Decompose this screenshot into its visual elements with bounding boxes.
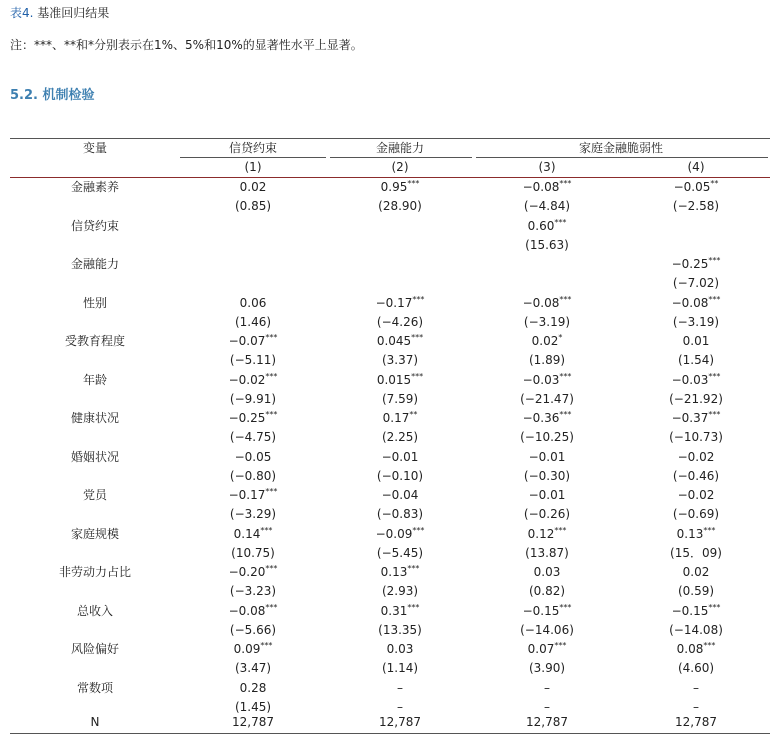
variable-name: 家庭规模 (70, 527, 120, 541)
coefficient-cell (683, 334, 710, 348)
significance-stars: ** (409, 410, 418, 419)
significance-stars: *** (265, 564, 278, 573)
t-statistic: (−0.46) (672, 469, 720, 483)
coefficient-value: 0.03 (533, 565, 561, 579)
coefficient-cell (523, 411, 572, 425)
coefficient-value: −0.01 (528, 450, 566, 464)
coefficient-value: −0.04 (381, 488, 419, 502)
coefficient-value: 0.03 (386, 642, 414, 656)
significance-stars: *** (412, 295, 425, 304)
t-statistic: (1.14) (381, 661, 419, 675)
coefficient-cell (523, 604, 572, 618)
t-statistic: (−5.66) (229, 623, 277, 637)
t-statistic: (−0.80) (229, 469, 277, 483)
coefficient-cell (240, 180, 267, 194)
coefficient-cell (376, 527, 425, 541)
coefficient-cell (534, 565, 561, 579)
coefficient-value: −0.03 (522, 373, 560, 387)
variable-name: 总收入 (76, 604, 114, 618)
t-statistic: (−3.19) (672, 315, 720, 329)
coefficient-value: 0.60 (527, 219, 555, 233)
t-statistic: (1.46) (234, 315, 272, 329)
significance-stars: *** (407, 179, 420, 188)
coefficient-value: 0.12 (527, 527, 555, 541)
t-statistic: (1.45) (234, 700, 272, 714)
group-header: 家庭金融脆弱性 (578, 141, 664, 155)
coefficient-cell (528, 219, 567, 233)
coefficient-value: −0.17 (375, 296, 413, 310)
coefficient-value: −0.02 (677, 488, 715, 502)
coefficient-value: −0.02 (228, 373, 266, 387)
variable-name: 性别 (82, 296, 108, 310)
significance-stars: *** (260, 641, 273, 650)
coefficient-value: 0.95 (380, 180, 408, 194)
n-value: 12,787 (379, 715, 421, 729)
t-statistic: (−10.73) (669, 430, 723, 444)
coefficient-value: 0.02 (239, 180, 267, 194)
t-statistic: (−0.26) (523, 507, 571, 521)
t-statistic: (1.54) (677, 353, 715, 367)
variable-name: 风险偏好 (70, 642, 120, 656)
coefficient-cell (229, 604, 278, 618)
t-statistic: (10.75) (231, 546, 275, 560)
coefficient-cell (523, 373, 572, 387)
significance-stars: *** (265, 487, 278, 496)
significance-stars: *** (708, 256, 721, 265)
coefficient-cell (693, 681, 699, 695)
n-label: N (90, 715, 100, 729)
significance-note: 注：***、**和*分别表示在1%、5%和10%的显著性水平上显著。 (10, 38, 363, 52)
t-statistic: (−10.25) (520, 430, 574, 444)
coefficient-cell (672, 604, 721, 618)
t-statistic: (3.90) (528, 661, 566, 675)
coefficient-cell (235, 450, 272, 464)
t-statistic: – (693, 700, 699, 714)
significance-stars: *** (260, 526, 273, 535)
significance-stars: *** (703, 641, 716, 650)
coefficient-cell (523, 296, 572, 310)
significance-stars: *** (559, 179, 572, 188)
table-top-rule (10, 138, 770, 139)
coefficient-cell (523, 180, 572, 194)
t-statistic: (−9.91) (229, 392, 277, 406)
coefficient-value: −0.01 (528, 488, 566, 502)
coefficient-value: −0.15 (522, 604, 560, 618)
coefficient-cell (678, 450, 715, 464)
coefficient-value: – (397, 681, 403, 695)
t-statistic: (−14.06) (520, 623, 574, 637)
coefficient-value: 0.02 (531, 334, 559, 348)
significance-stars: *** (265, 410, 278, 419)
significance-stars: *** (265, 372, 278, 381)
coefficient-cell (672, 257, 721, 271)
coefficient-cell (528, 642, 567, 656)
variable-name: 信贷约束 (70, 219, 120, 233)
coefficient-value: −0.01 (381, 450, 419, 464)
coefficient-value: 0.02 (682, 565, 710, 579)
t-statistic: (28.90) (378, 199, 422, 213)
coefficient-cell (229, 334, 278, 348)
significance-stars: * (558, 333, 563, 342)
t-statistic: (3.37) (381, 353, 419, 367)
coefficient-value: −0.02 (677, 450, 715, 464)
significance-stars: *** (708, 295, 721, 304)
coefficient-cell (377, 373, 423, 387)
column-number: (1) (244, 160, 262, 174)
coefficient-value: 0.31 (380, 604, 408, 618)
group-underline (180, 157, 326, 158)
coefficient-cell (377, 334, 423, 348)
coefficient-cell (674, 180, 719, 194)
t-statistic: (−0.69) (672, 507, 720, 521)
coefficient-cell (229, 373, 278, 387)
coefficient-cell (397, 681, 403, 695)
coefficient-value: 0.17 (382, 411, 410, 425)
t-statistic: (−3.29) (229, 507, 277, 521)
significance-stars: *** (265, 603, 278, 612)
table-caption (10, 4, 109, 21)
significance-stars: *** (554, 526, 567, 535)
coefficient-cell (229, 488, 278, 502)
significance-stars: ** (710, 179, 719, 188)
coefficient-cell (677, 642, 716, 656)
coefficient-value: 0.28 (239, 681, 267, 695)
n-value: 12,787 (675, 715, 717, 729)
t-statistic: – (397, 700, 403, 714)
coefficient-cell (382, 450, 419, 464)
coefficient-value: −0.20 (228, 565, 266, 579)
coefficient-cell (672, 373, 721, 387)
group-header: 信贷约束 (228, 141, 278, 155)
variable-name: 金融素养 (70, 180, 120, 194)
variable-name: 金融能力 (70, 257, 120, 271)
coefficient-value: 0.14 (233, 527, 261, 541)
variable-name: 受教育程度 (64, 334, 126, 348)
significance-stars: *** (554, 641, 567, 650)
significance-stars: *** (703, 526, 716, 535)
t-statistic: (−0.30) (523, 469, 571, 483)
significance-stars: *** (407, 603, 420, 612)
n-value: 12,787 (526, 715, 568, 729)
coefficient-cell (529, 450, 566, 464)
t-statistic: (15．09) (670, 546, 722, 560)
significance-stars: *** (708, 372, 721, 381)
coefficient-value: 0.08 (676, 642, 704, 656)
significance-stars: *** (554, 218, 567, 227)
coefficient-value: −0.08 (671, 296, 709, 310)
significance-stars: *** (559, 295, 572, 304)
coefficient-value: −0.15 (671, 604, 709, 618)
table-header-rule (10, 177, 770, 178)
t-statistic: (2.25) (381, 430, 419, 444)
coefficient-cell (382, 488, 419, 502)
column-number: (3) (538, 160, 556, 174)
var-header: 变量 (82, 141, 108, 155)
t-statistic: (−0.10) (376, 469, 424, 483)
t-statistic: (−21.92) (669, 392, 723, 406)
coefficient-cell (229, 565, 278, 579)
coefficient-cell (529, 488, 566, 502)
t-statistic: (−5.11) (229, 353, 277, 367)
coefficient-cell (544, 681, 550, 695)
coefficient-value: −0.08 (522, 180, 560, 194)
group-underline (476, 157, 768, 158)
t-statistic: (−5.45) (376, 546, 424, 560)
coefficient-value: −0.08 (522, 296, 560, 310)
coefficient-value: 0.13 (380, 565, 408, 579)
variable-name: 党员 (82, 488, 108, 502)
t-statistic: – (544, 700, 550, 714)
t-statistic: (0.59) (677, 584, 715, 598)
group-header: 金融能力 (375, 141, 425, 155)
variable-name: 常数项 (76, 681, 114, 695)
column-number: (4) (687, 160, 705, 174)
group-underline (330, 157, 472, 158)
coefficient-value: 0.045 (376, 334, 412, 348)
coefficient-cell (678, 488, 715, 502)
coefficient-value: −0.37 (671, 411, 709, 425)
coefficient-cell (381, 604, 420, 618)
coefficient-value: −0.25 (671, 257, 709, 271)
significance-stars: *** (265, 333, 278, 342)
coefficient-cell (677, 527, 716, 541)
significance-stars: *** (708, 410, 721, 419)
column-number: (2) (391, 160, 409, 174)
coefficient-value: −0.36 (522, 411, 560, 425)
n-value: 12,787 (232, 715, 274, 729)
t-statistic: (−7.02) (672, 276, 720, 290)
significance-stars: *** (559, 603, 572, 612)
coefficient-value: −0.05 (673, 180, 711, 194)
significance-stars: *** (411, 333, 424, 342)
t-statistic: (2.93) (381, 584, 419, 598)
coefficient-value: – (693, 681, 699, 695)
coefficient-value: −0.08 (228, 604, 266, 618)
table-caption-text: 基准回归结果 (37, 6, 110, 20)
t-statistic: (1.89) (528, 353, 566, 367)
variable-name: 年龄 (82, 373, 108, 387)
t-statistic: (−14.08) (669, 623, 723, 637)
significance-stars: *** (559, 372, 572, 381)
t-statistic: (7.59) (381, 392, 419, 406)
coefficient-cell (387, 642, 414, 656)
coefficient-value: −0.09 (375, 527, 413, 541)
coefficient-value: 0.09 (233, 642, 261, 656)
coefficient-cell (234, 642, 273, 656)
t-statistic: (−4.26) (376, 315, 424, 329)
variable-name: 非劳动力占比 (58, 565, 132, 579)
coefficient-value: 0.015 (376, 373, 412, 387)
coefficient-cell (240, 681, 267, 695)
coefficient-value: 0.01 (682, 334, 710, 348)
coefficient-cell (383, 411, 418, 425)
coefficient-value: 0.06 (239, 296, 267, 310)
coefficient-value: −0.07 (228, 334, 266, 348)
coefficient-cell (229, 411, 278, 425)
t-statistic: (3.47) (234, 661, 272, 675)
variable-name: 婚姻状况 (70, 450, 120, 464)
coefficient-cell (672, 411, 721, 425)
section-title: 5.2. 机制检验 (10, 88, 95, 103)
t-statistic: (−3.19) (523, 315, 571, 329)
coefficient-value: −0.03 (671, 373, 709, 387)
significance-stars: *** (412, 526, 425, 535)
t-statistic: (0.85) (234, 199, 272, 213)
coefficient-cell (381, 565, 420, 579)
coefficient-value: 0.13 (676, 527, 704, 541)
t-statistic: (13.35) (378, 623, 422, 637)
coefficient-cell (683, 565, 710, 579)
t-statistic: (13.87) (525, 546, 569, 560)
t-statistic: (−2.58) (672, 199, 720, 213)
t-statistic: (0.82) (528, 584, 566, 598)
coefficient-value: −0.25 (228, 411, 266, 425)
coefficient-value: −0.17 (228, 488, 266, 502)
coefficient-cell (240, 296, 267, 310)
significance-stars: *** (708, 603, 721, 612)
t-statistic: (−4.75) (229, 430, 277, 444)
significance-stars: *** (411, 372, 424, 381)
coefficient-cell (234, 527, 273, 541)
variable-name: 健康状况 (70, 411, 120, 425)
table-bottom-rule (10, 733, 770, 734)
t-statistic: (−21.47) (520, 392, 574, 406)
coefficient-cell (672, 296, 721, 310)
significance-stars: *** (407, 564, 420, 573)
coefficient-cell (528, 527, 567, 541)
t-statistic: (4.60) (677, 661, 715, 675)
coefficient-value: 0.07 (527, 642, 555, 656)
coefficient-value: −0.05 (234, 450, 272, 464)
coefficient-cell (381, 180, 420, 194)
t-statistic: (−4.84) (523, 199, 571, 213)
coefficient-cell (376, 296, 425, 310)
table-number-link[interactable]: 表4. (10, 6, 34, 20)
coefficient-value: – (544, 681, 550, 695)
t-statistic: (15.63) (525, 238, 569, 252)
significance-stars: *** (559, 410, 572, 419)
coefficient-cell (532, 334, 563, 348)
t-statistic: (−0.83) (376, 507, 424, 521)
t-statistic: (−3.23) (229, 584, 277, 598)
